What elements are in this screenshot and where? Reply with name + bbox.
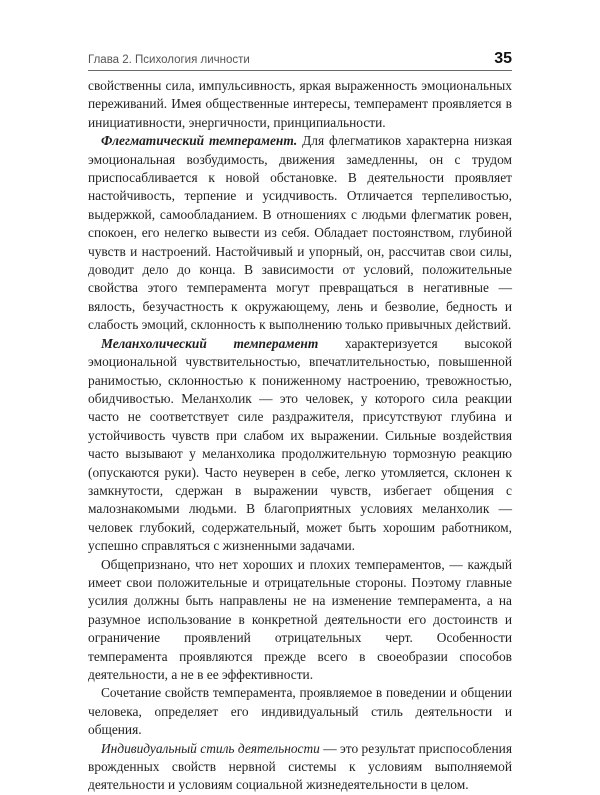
body-text bbox=[88, 77, 512, 795]
paragraph-combination: Сочетание свойств темперамента, проявляемое в поведении и общении человека, определяет его индивидуальный стиль деятельности и общения. bbox=[88, 685, 512, 738]
term-phlegmatic: Флегматический темперамент. bbox=[101, 133, 298, 149]
term-melancholic: Меланхолический темперамент bbox=[101, 335, 319, 351]
term-individual-style: Индивидуальный стиль деятельности bbox=[101, 740, 320, 756]
paragraph-continuation: свойственны сила, импульсивность, яркая выраженность эмоциональных переживаний. Имея общественные интересы, темперамент проявляется в инициативности, энергичности, принципиальности. bbox=[88, 78, 512, 130]
running-head: Глава 2. Психология личности bbox=[88, 54, 250, 66]
paragraph-phlegmatic: Флегматический темперамент. Для флегматиков характерна низкая эмоциональная возбудимость, движения замедленны, он с трудом приспосабливается к новой обстановке. В деятельности проявляет настойчивость, терпение и усидчивость. Отличается терпеливостью, выдержкой, самообладанием. В отношениях с людьми флегматик ровен, спокоен, его нелегко вывести из себя. Обладает постоянством, глубиной чувств и настроений. Настойчивый и упорный, он, рассчитав свои силы, доводит дело до конца. В зависимости от условий, положительные свойства этого темперамента могут превращаться в негативные — вялость, безучастность к окружающему, лень и безволие, бедность и слабость эмоций, склонность к выполнению только привычных действий. bbox=[88, 133, 512, 333]
paragraph-individual-style: Индивидуальный стиль деятельности — это результат приспособления врожденных свойств нервной системы к условиям выполняемой деятельности и условиям социальной жизнедеятельности в целом. bbox=[88, 740, 512, 793]
page-header bbox=[88, 46, 512, 71]
page-number: 35 bbox=[494, 50, 512, 67]
paragraph-melancholic: Меланхолический темперамент характеризуется высокой эмоциональной чувствительностью, впечатлительностью, повышенной ранимостью, склонностью к пониженному настроению, тревожностью, обидчивостью. Меланхолик — это человек, у которого сила реакции часто не соответствует силе раздражителя, присутствуют глубина и устойчивость чувств при слабом их выражении. Сильные воздействия часто вызывают у меланхолика продолжительную тормозную реакцию (опускаются руки). Часто неуверен в себе, легко утомляется, склонен к замкнутости, сдержан в выражении чувств, избегает общения с малознакомыми людьми. В благоприятных условиях меланхолик — человек глубокий, содержательный, может быть хорошим работником, успешно справляться с жизненными задачами. bbox=[88, 335, 512, 554]
paragraph-general: Общепризнано, что нет хороших и плохих темпераментов, — каждый имеет свои положительные и отрицательные стороны. Поэтому главные усилия должны быть направлены не на изменение темперамента, а на разумное использование в конкретной деятельности его достоинств и ограничение проявлений отрицательных черт. Особенности темперамента проявляются прежде всего в своеобразии способов деятельности, а не в ее эффективности. bbox=[88, 556, 512, 682]
